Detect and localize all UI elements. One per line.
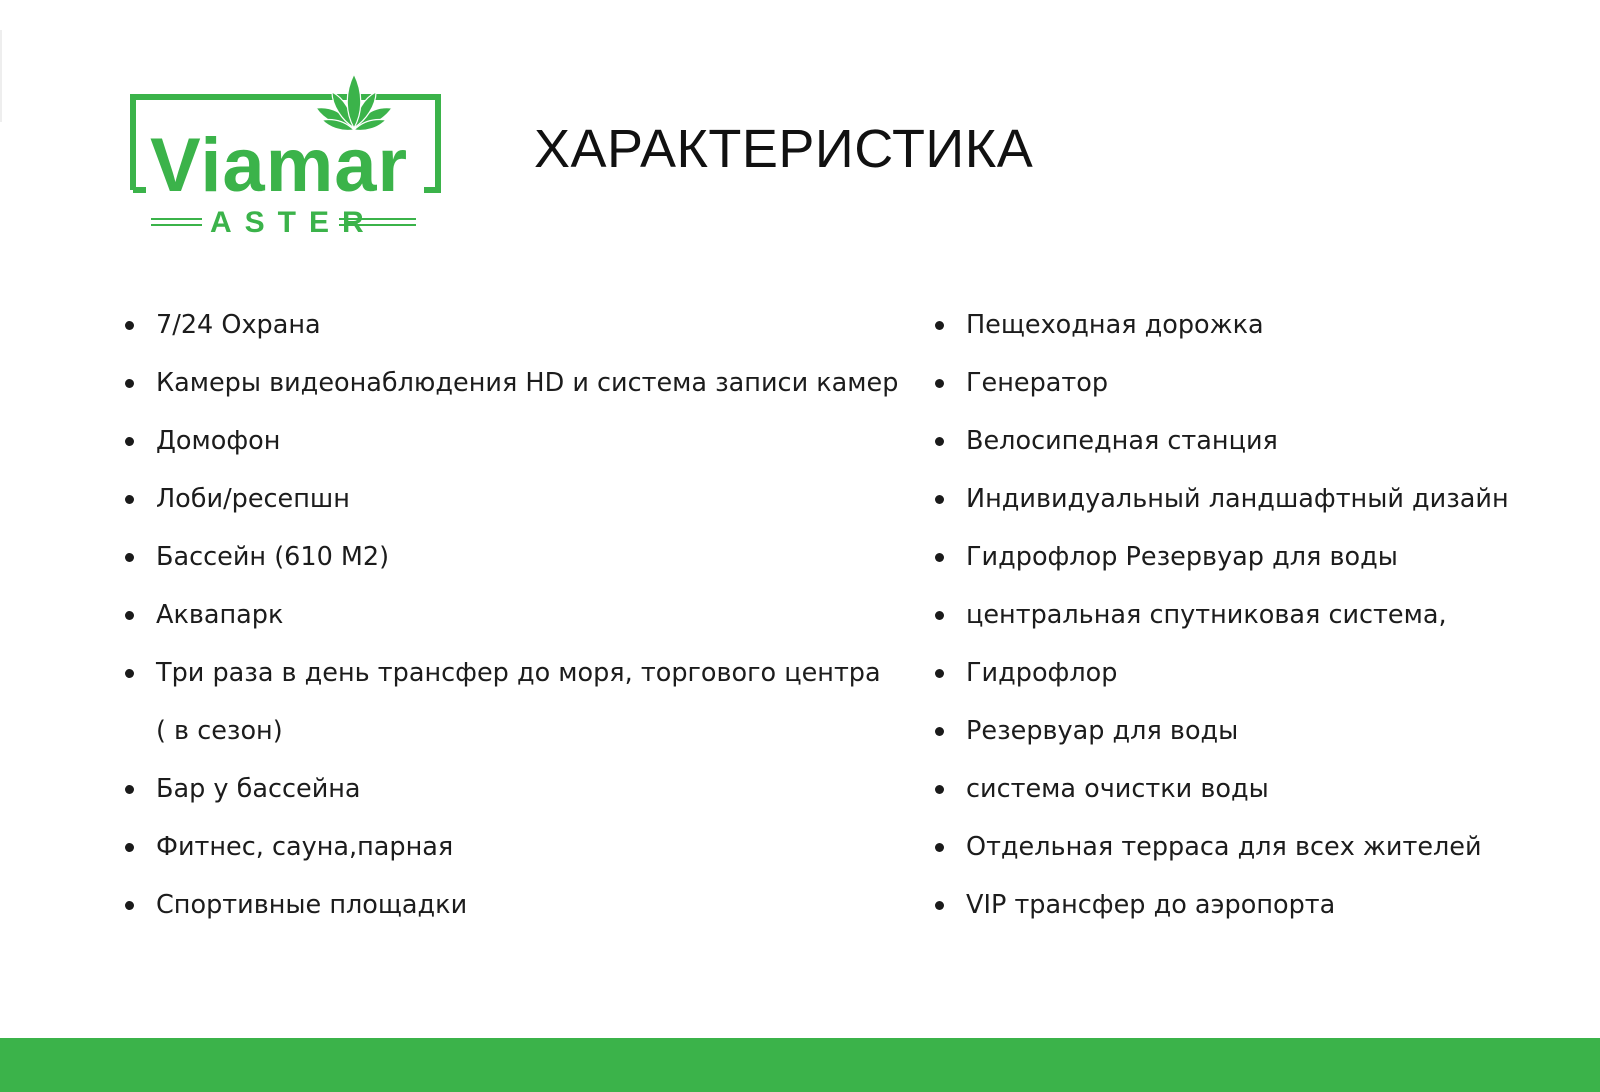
features-right-list: [932, 296, 1572, 934]
features-left-list: [122, 296, 899, 934]
feature-label: Камеры видеонаблюдения HD и система записи камер: [156, 368, 899, 398]
bullet-icon: [935, 785, 944, 794]
bullet-icon: [935, 843, 944, 852]
footer-green-bar: [0, 1038, 1600, 1092]
feature-item: [122, 644, 892, 760]
feature-label: центральная спутниковая система,: [966, 600, 1447, 630]
feature-item: [122, 412, 892, 470]
feature-label: 7/24 Охрана: [156, 310, 321, 340]
bullet-icon: [935, 553, 944, 562]
edge-mark: [0, 30, 2, 122]
page-title: ХАРАКТЕРИСТИКА: [534, 119, 1034, 179]
feature-item: [122, 296, 892, 354]
feature-label: Аквапарк: [156, 600, 284, 630]
feature-item: [932, 818, 1572, 876]
bullet-icon: [125, 495, 134, 504]
feature-label: Лоби/ресепшн: [156, 484, 350, 514]
bullet-icon: [935, 437, 944, 446]
feature-item: [932, 296, 1572, 354]
feature-label: Домофон: [156, 426, 281, 456]
feature-label: Спортивные площадки: [156, 890, 468, 920]
bullet-icon: [935, 901, 944, 910]
bullet-icon: [125, 611, 134, 620]
feature-item: [932, 528, 1572, 586]
feature-item: [932, 470, 1572, 528]
viamar-aster-logo: [126, 70, 452, 242]
brand-subname: ASTER: [210, 206, 377, 239]
bullet-icon: [125, 437, 134, 446]
feature-item: [122, 528, 892, 586]
feature-item: [122, 354, 899, 412]
feature-item: [122, 760, 892, 818]
bullet-icon: [125, 553, 134, 562]
feature-label: Велосипедная станция: [966, 426, 1278, 456]
feature-label: Генератор: [966, 368, 1109, 398]
feature-label: Гидрофлор Резервуар для воды: [966, 542, 1398, 572]
feature-label: Бар у бассейна: [156, 774, 361, 804]
bullet-icon: [935, 495, 944, 504]
feature-item: [932, 354, 1572, 412]
feature-item: [932, 876, 1572, 934]
feature-label: Резервуар для воды: [966, 716, 1239, 746]
feature-label: Три раза в день трансфер до моря, торгового центра ( в сезон): [156, 658, 881, 746]
bullet-icon: [935, 611, 944, 620]
feature-item: [932, 412, 1572, 470]
feature-item: [122, 586, 892, 644]
feature-item: [932, 702, 1572, 760]
bullet-icon: [125, 379, 134, 388]
feature-item: [932, 644, 1572, 702]
bullet-icon: [935, 379, 944, 388]
brand-name: Viamar: [150, 123, 409, 208]
feature-label: Бассейн (610 М2): [156, 542, 390, 572]
bullet-icon: [125, 785, 134, 794]
feature-item: [122, 470, 892, 528]
feature-item: [122, 876, 892, 934]
feature-item: [932, 586, 1572, 644]
bullet-icon: [935, 321, 944, 330]
bullet-icon: [935, 727, 944, 736]
feature-label: Индивидуальный ландшафтный дизайн: [966, 484, 1509, 514]
bullet-icon: [125, 843, 134, 852]
bullet-icon: [125, 901, 134, 910]
feature-label: Отдельная терраса для всех жителей: [966, 832, 1482, 862]
feature-item: [932, 760, 1572, 818]
feature-label: Пещеходная дорожка: [966, 310, 1264, 340]
feature-label: система очистки воды: [966, 774, 1269, 804]
feature-label: Фитнес, сауна,парная: [156, 832, 454, 862]
bullet-icon: [125, 321, 134, 330]
bullet-icon: [125, 669, 134, 678]
feature-item: [122, 818, 892, 876]
feature-label: VIP трансфер до аэропорта: [966, 890, 1336, 920]
feature-label: Гидрофлор: [966, 658, 1118, 688]
bullet-icon: [935, 669, 944, 678]
